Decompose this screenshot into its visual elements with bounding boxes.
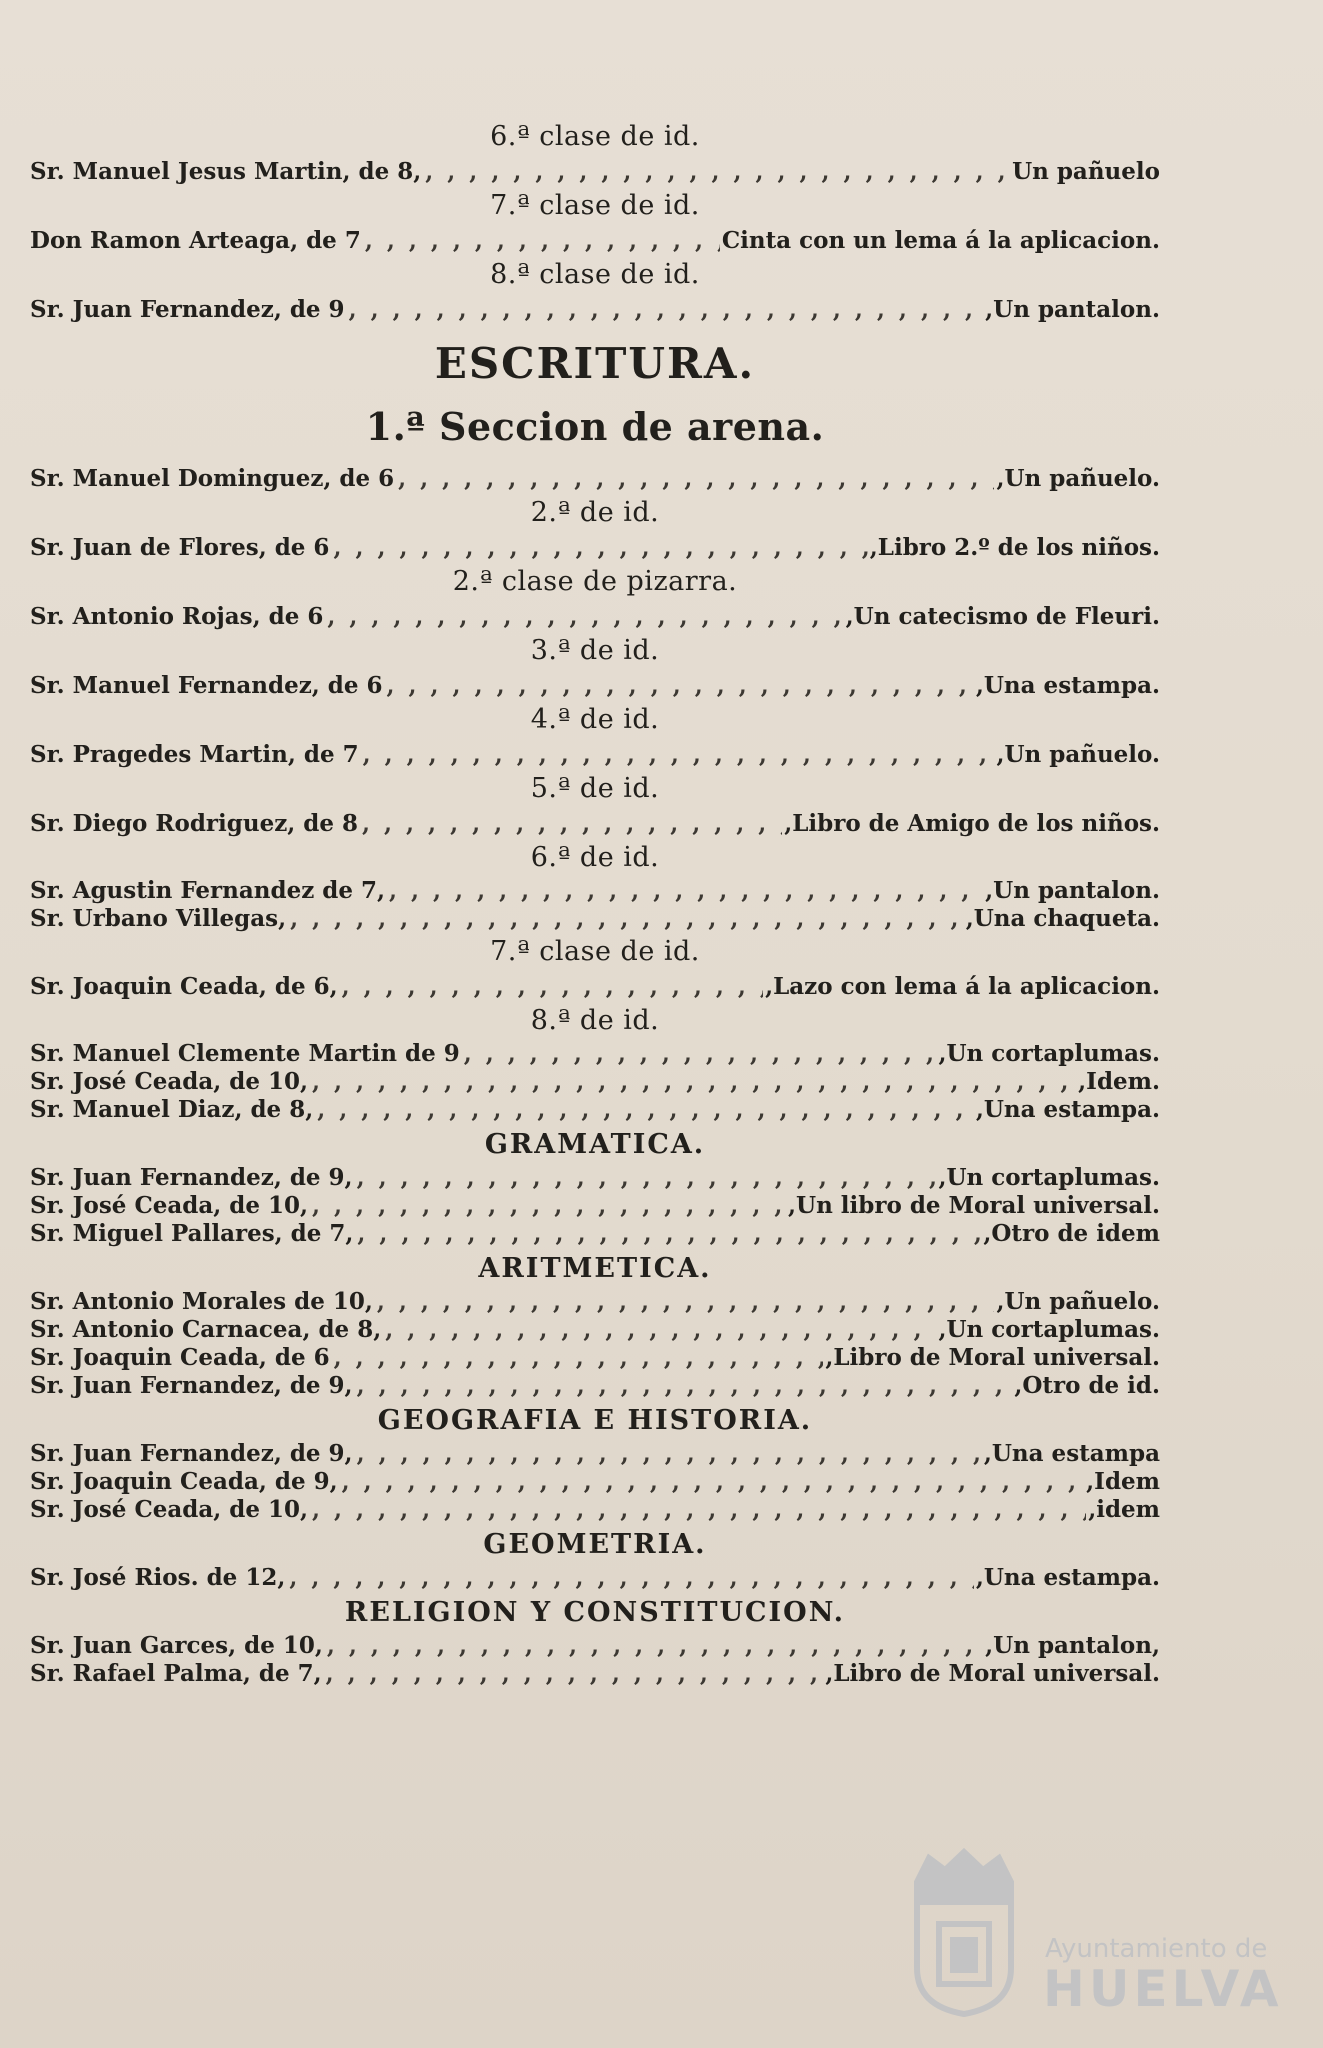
section-heading: ESCRITURA. — [434, 339, 756, 388]
section-heading: 5.ª de id. — [530, 773, 660, 804]
student-name: Sr. Joaquin Ceada, de 6, — [30, 973, 338, 1000]
section — [30, 118, 1160, 187]
section — [30, 187, 1160, 256]
section — [30, 1248, 1160, 1400]
section-heading: 1.ª Seccion de arena. — [365, 404, 825, 449]
leader-dots — [338, 971, 763, 1002]
award-row — [30, 225, 1160, 256]
leader-dots — [381, 1316, 936, 1344]
section — [30, 1002, 1160, 1124]
section — [30, 397, 1160, 494]
section-heading: 7.ª clase de id. — [490, 190, 700, 221]
section — [30, 1400, 1160, 1524]
student-name: Sr. Joaquin Ceada, de 6 — [30, 1344, 330, 1371]
prize-text: ,Otro de id. — [1014, 1372, 1160, 1399]
student-name: Sr. Manuel Dominguez, de 6 — [30, 465, 395, 492]
leader-dots — [323, 601, 843, 632]
prize-text: ,Libro de Amigo de los niños. — [784, 810, 1160, 837]
student-name: Sr. Manuel Fernandez, de 6 — [30, 672, 383, 699]
student-name: Sr. Urbano Villegas, — [30, 905, 287, 932]
leader-dots — [330, 1344, 824, 1372]
prize-text: ,Un pantalon. — [985, 296, 1160, 323]
award-row — [30, 808, 1160, 839]
student-name: Sr. Agustin Fernandez de 7, — [30, 877, 386, 904]
leader-dots — [323, 1632, 983, 1660]
leader-dots — [313, 1096, 974, 1124]
watermark — [905, 1848, 1283, 2023]
prize-text: ,Un pañuelo. — [996, 465, 1160, 492]
section — [30, 933, 1160, 1002]
leader-dots — [353, 1164, 937, 1192]
student-name: Don Ramon Arteaga, de 7 — [30, 227, 361, 254]
award-row — [30, 739, 1160, 770]
section-heading: 6.ª clase de id. — [490, 121, 700, 152]
leader-dots — [460, 1040, 937, 1068]
award-row — [30, 1288, 1160, 1316]
award-row — [30, 1496, 1160, 1524]
prize-text: ,Libro 2.º de los niños. — [869, 534, 1160, 561]
crest-icon — [905, 1848, 1023, 2018]
leader-dots — [322, 1660, 824, 1688]
section — [30, 1592, 1160, 1688]
section-heading: 2.ª de id. — [530, 497, 660, 528]
award-row — [30, 670, 1160, 701]
award-row — [30, 1068, 1160, 1096]
award-row — [30, 971, 1160, 1002]
prize-text: ,Una estampa — [983, 1440, 1160, 1467]
leader-dots — [353, 1220, 981, 1248]
student-name: Sr. Antonio Carnacea, de 8, — [30, 1316, 382, 1343]
leader-dots — [308, 1496, 1086, 1524]
section-heading: GRAMATICA. — [484, 1129, 706, 1160]
student-name: Sr. Rafael Palma, de 7, — [30, 1660, 322, 1687]
prize-text: ,Una estampa. — [975, 1096, 1160, 1123]
award-row — [30, 1440, 1160, 1468]
section-heading: ARITMETICA. — [478, 1253, 712, 1284]
leader-dots — [359, 739, 995, 770]
section-heading: 7.ª clase de id. — [490, 936, 700, 967]
section — [30, 770, 1160, 839]
award-row — [30, 1344, 1160, 1372]
student-name: Sr. José Ceada, de 10, — [30, 1496, 309, 1523]
student-name: Sr. Juan Fernandez, de 9, — [30, 1440, 353, 1467]
leader-dots — [373, 1288, 995, 1316]
prize-text: ,Una chaqueta. — [965, 905, 1160, 932]
student-name: Sr. José Ceada, de 10, — [30, 1192, 309, 1219]
leader-dots — [308, 1192, 786, 1220]
leader-dots — [361, 225, 720, 256]
document-content — [30, 118, 1160, 1688]
leader-dots — [329, 532, 867, 563]
student-name: Sr. Juan Fernandez, de 9, — [30, 1372, 353, 1399]
prize-text: ,Un catecismo de Fleuri. — [845, 603, 1160, 630]
award-row — [30, 1040, 1160, 1068]
award-row — [30, 1096, 1160, 1124]
prize-text: ,Un libro de Moral universal. — [788, 1192, 1160, 1219]
leader-dots — [383, 670, 974, 701]
student-name: Sr. Manuel Diaz, de 8, — [30, 1096, 314, 1123]
section — [30, 701, 1160, 770]
section — [30, 563, 1160, 632]
prize-text: ,Libro de Moral universal. — [825, 1344, 1160, 1371]
award-row — [30, 532, 1160, 563]
section — [30, 1524, 1160, 1592]
prize-text: ,Un pañuelo. — [996, 741, 1160, 768]
prize-text: ,Libro de Moral universal. — [825, 1660, 1160, 1687]
section-heading: 2.ª clase de pizarra. — [452, 566, 738, 597]
section-heading: GEOMETRIA. — [483, 1529, 707, 1560]
leader-dots — [308, 1068, 1076, 1096]
student-name: Sr. Manuel Jesus Martin, de 8, — [30, 158, 422, 185]
award-row — [30, 1564, 1160, 1592]
leader-dots — [358, 808, 782, 839]
award-row — [30, 905, 1160, 933]
student-name: Sr. José Rios. de 12, — [30, 1564, 286, 1591]
award-row — [30, 1632, 1160, 1660]
award-row — [30, 1164, 1160, 1192]
leader-dots — [394, 463, 994, 494]
award-row — [30, 877, 1160, 905]
student-name: Sr. Juan de Flores, de 6 — [30, 534, 330, 561]
leader-dots — [286, 905, 964, 933]
prize-text: ,idem — [1088, 1496, 1160, 1523]
prize-text: Cinta con un lema á la aplicacion. — [721, 227, 1160, 254]
student-name: Sr. Juan Fernandez, de 9, — [30, 1164, 353, 1191]
prize-text: ,Un cortaplumas. — [938, 1164, 1160, 1191]
prize-text: ,Idem — [1086, 1468, 1160, 1495]
section-heading: 8.ª clase de id. — [490, 259, 700, 290]
prize-text: ,Lazo con lema á la aplicacion. — [765, 973, 1160, 1000]
award-row — [30, 294, 1160, 325]
award-row — [30, 1372, 1160, 1400]
section-heading: GEOGRAFIA E HISTORIA. — [377, 1405, 813, 1436]
leader-dots — [285, 1564, 974, 1592]
prize-text: ,Una estampa. — [975, 672, 1160, 699]
section-heading: 8.ª de id. — [530, 1005, 660, 1036]
leader-dots — [385, 877, 983, 905]
prize-text: ,Un pañuelo. — [996, 1288, 1160, 1315]
leader-dots — [345, 294, 984, 325]
student-name: Sr. Antonio Morales de 10, — [30, 1288, 373, 1315]
prize-text: ,Idem. — [1078, 1068, 1160, 1095]
section-heading: 4.ª de id. — [530, 704, 660, 735]
section — [30, 632, 1160, 701]
watermark-line1: Ayuntamiento de — [1045, 1934, 1268, 1964]
award-row — [30, 1316, 1160, 1344]
prize-text: ,Un cortaplumas. — [938, 1316, 1160, 1343]
award-row — [30, 1468, 1160, 1496]
award-row — [30, 601, 1160, 632]
leader-dots — [353, 1440, 982, 1468]
prize-text: Un pañuelo — [1012, 158, 1160, 185]
prize-text: ,Una estampa. — [975, 1564, 1160, 1591]
award-row — [30, 1220, 1160, 1248]
student-name: Sr. Diego Rodriguez, de 8 — [30, 810, 359, 837]
student-name: Sr. José Ceada, de 10, — [30, 1068, 309, 1095]
section-heading: 3.ª de id. — [530, 635, 660, 666]
section-heading: RELIGION Y CONSTITUCION. — [344, 1597, 846, 1628]
award-row — [30, 1192, 1160, 1220]
prize-text: ,Un pantalon. — [985, 877, 1160, 904]
award-row — [30, 463, 1160, 494]
award-row — [30, 156, 1160, 187]
award-row — [30, 1660, 1160, 1688]
student-name: Sr. Joaquin Ceada, de 9, — [30, 1468, 338, 1495]
student-name: Sr. Manuel Clemente Martin de 9 — [30, 1040, 460, 1067]
leader-dots — [353, 1372, 1013, 1400]
student-name: Sr. Miguel Pallares, de 7, — [30, 1220, 354, 1247]
student-name: Sr. Antonio Rojas, de 6 — [30, 603, 324, 630]
section — [30, 331, 1160, 397]
student-name: Sr. Juan Garces, de 10, — [30, 1632, 323, 1659]
student-name: Sr. Juan Fernandez, de 9 — [30, 296, 345, 323]
section — [30, 1124, 1160, 1248]
section — [30, 256, 1160, 325]
prize-text: ,Un cortaplumas. — [938, 1040, 1160, 1067]
section — [30, 494, 1160, 563]
prize-text: ,Otro de idem — [983, 1220, 1160, 1247]
leader-dots — [421, 156, 1010, 187]
student-name: Sr. Pragedes Martin, de 7 — [30, 741, 359, 768]
section-heading: 6.ª de id. — [530, 842, 660, 873]
leader-dots — [338, 1468, 1085, 1496]
watermark-line2: HUELVA — [1043, 1960, 1283, 2018]
section — [30, 839, 1160, 933]
prize-text: ,Un pantalon, — [985, 1632, 1160, 1659]
